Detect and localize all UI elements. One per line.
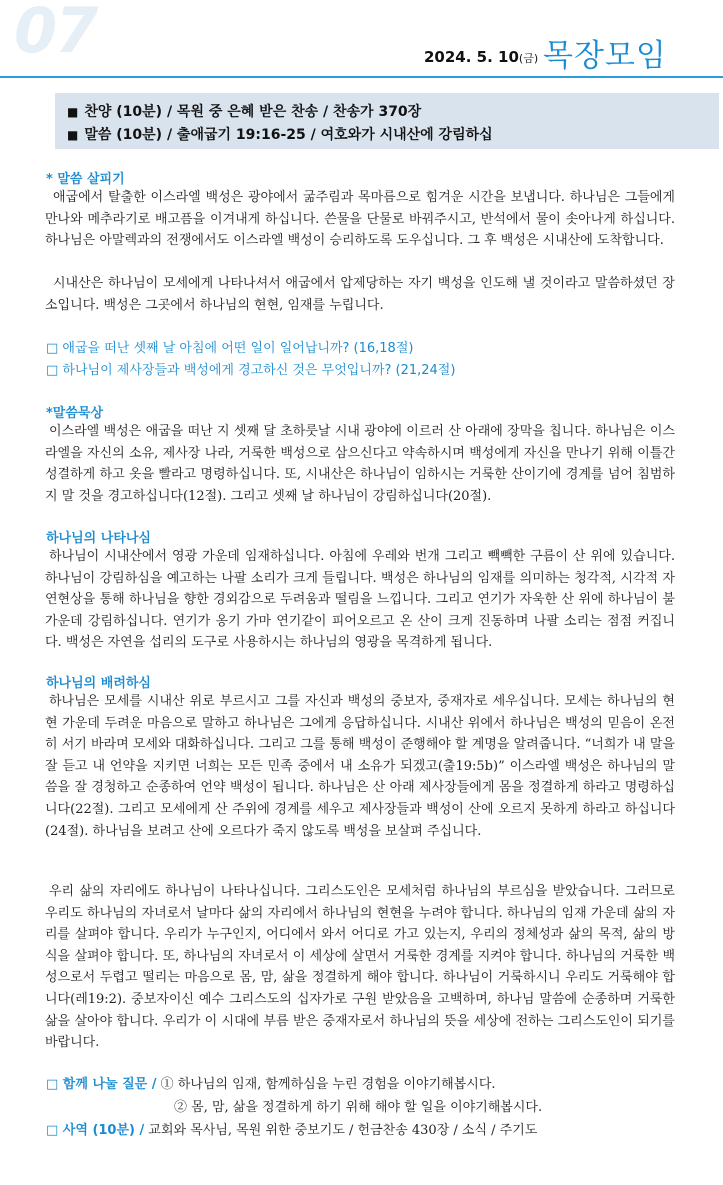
square-bullet-icon: ■ [67,105,79,119]
section-care-paragraph: 하나님은 모세를 시내산 위로 부르시고 그를 자신과 백성의 중보자, 중재자로 세우십니다. 모세는 하나님의 현현 가운데 두려운 마음으로 말하고 하나님은 그에게 응답하십니다. 시내산 위에서 하나님은 백성의 믿음이 온전히 서기 바라며 모세와 대화하십니다. 그리고 그를 통해 백성이 준행해야 할 계명을 알려줍니다. “너희가 내 말을 잘 듣고 내 언약을 지키면 너희는 모든 민족 중에서 내 소유가 되겠고(출19:5b)” 이스라엘 백성은 하나님의 말씀을 잘 경청하고 순종하여 언약 백성이 됩니다. 하나님은 산 아래 제사장들에게 몸을 정결하게 하라고 명령하십니다(22절). 그리고 모세에게 산 주위에 경계를 세우고 제사장들과 백성이 산에 오르지 못하게 하라고 하십니다(24절). 하나님을 보려고 산에 오르다가 죽지 않도록 백성을 보살펴 주십니다. [45,694,675,839]
section-appearance-paragraph: 하나님이 시내산에서 영광 가운데 임재하십니다. 아침에 우레와 번개 그리고 빽빽한 구름이 산 위에 있습니다. 하나님이 강림하심을 예고하는 나팔 소리가 크게 들립니다. 백성은 하나님의 임재를 의미하는 청각적, 시각적 자연현상을 통해 하나님을 향한 경외감으로 두려움과 떨림을 느낍니다. 그리고 연기가 자욱한 산 위에 하나님이 불 가운데 강림하십니다. 연기가 옹기 가마 연기같이 피어오르고 온 산이 크게 진동하며 나팔 소리는 점점 커집니다. 백성은 자연을 섭리의 도구로 사용하시는 하나님의 영광을 목격하게 됩니다. [45,549,675,651]
section-heading-meditation: *말씀묵상 [46,406,104,421]
page-title: 목장모임 [543,38,667,74]
summary-praise [67,101,421,121]
header-divider [0,76,723,78]
day-of-week: (금) [518,52,539,65]
square-bullet-icon: ■ [67,128,79,142]
question-1: □ 애굽을 떠난 셋째 날 아침에 어떤 일이 일어납니까? (16,18절) [46,341,414,356]
section-meditation-paragraph: 이스라엘 백성은 애굽을 떠난 지 셋째 달 초하룻날 시내 광야에 이르러 산 아래에 장막을 칩니다. 하나님은 이스라엘을 자신의 소유, 제사장 나라, 거룩한 백성으로 삼으신다고 약속하시며 백성에게 자신을 만나기 위해 이틀간 성결하게 하고 옷을 빨라고 명령하십니다. 또, 시내산은 하나님이 임하시는 거룩한 산이기에 경계를 넘어 침범하지 말 것을 경고하십니다(12절). 그리고 셋째 날 하나님이 강림하십니다(20절). [45,424,675,504]
section-heading-care: 하나님의 배려하심 [46,676,151,691]
summary-word-text: 말씀 (10분) / 출애굽기 19:16-25 / 여호와가 시내산에 강림하십 [84,127,493,143]
summary-praise-text: 찬양 (10분) / 목원 중 은혜 받은 찬송 / 찬송가 370장 [84,104,422,120]
ministry-line [46,1119,537,1138]
share-question-2: ② 몸, 맘, 삶을 정결하게 하기 위해 해야 할 일을 이야기해봅시다. [174,1100,543,1115]
section-look-paragraph-1: 애굽에서 탈출한 이스라엘 백성은 광야에서 굶주림과 목마름으로 힘겨운 시간을 보냅니다. 하나님은 그들에게 만나와 메추라기로 배고픔을 이겨내게 하십니다. 쓴물을 단물로 바꿔주시고, 반석에서 물이 솟아나게 하십니다. 하나님은 아말렉과의 전쟁에서도 이스라엘 백성이 승리하도록 도우십니다. 그 후 백성은 시내산에 도착합니다. [45,190,675,249]
ministry-label: □ 사역 (10분) / [46,1123,145,1138]
ministry-text: 교회와 목사님, 목원 위한 중보기도 / 헌금찬송 430장 / 소식 / 주기도 [148,1123,538,1138]
share-questions-line-2 [174,1096,542,1115]
section-heading-appearance: 하나님의 나타나심 [46,531,151,546]
section-heading-look: * 말씀 살피기 [46,172,125,187]
question-2: □ 하나님이 제사장들과 백성에게 경고하신 것은 무엇입니까? (21,24절) [46,363,456,378]
application-paragraph: 우리 삶의 자리에도 하나님이 나타나십니다. 그리스도인은 모세처럼 하나님의 부르심을 받았습니다. 그러므로 우리도 하나님의 자녀로서 날마다 삶의 자리에서 하나님의 현현을 누려야 합니다. 하나님의 임재 가운데 삶의 자리를 살펴야 합니다. 우리가 누구인지, 어디에서 와서 어디로 가고 있는지, 우리의 정체성과 삶의 목적, 삶의 방식을 살펴야 합니다. 또, 하나님의 자녀로서 이 세상에 살면서 거룩한 경계를 지켜야 합니다. 하나님의 거룩한 백성으로서 두렵고 떨리는 마음으로 몸, 맘, 삶을 정결하게 해야 합니다. 하나님이 거룩하시니 우리도 거룩해야 합니다(레19:2). 중보자이신 예수 그리스도의 십자가로 구원 받았음을 고백하며, 하나님 말씀에 순종하며 거룩한 삶을 살아야 합니다. 우리가 이 시대에 부름 받은 중재자로서 하나님의 뜻을 세상에 전하는 그리스도인이 되기를 바랍니다. [45,884,675,1051]
share-questions-line-1 [46,1073,496,1092]
share-question-1: ① 하나님의 임재, 함께하심을 누린 경험을 이야기해봅시다. [160,1077,496,1092]
share-questions-label: □ 함께 나눌 질문 / [46,1077,157,1092]
date-text: 2024. 5. 10 [424,48,519,66]
meeting-date [424,48,538,66]
section-look-paragraph-2: 시내산은 하나님이 모세에게 나타나셔서 애굽에서 압제당하는 자기 백성을 인도해 낼 것이라고 말씀하셨던 장소입니다. 백성은 그곳에서 하나님의 현현, 임재를 누립니다. [45,276,675,313]
summary-word [67,124,493,144]
issue-number: 07 [14,0,97,67]
summary-box [55,93,719,149]
